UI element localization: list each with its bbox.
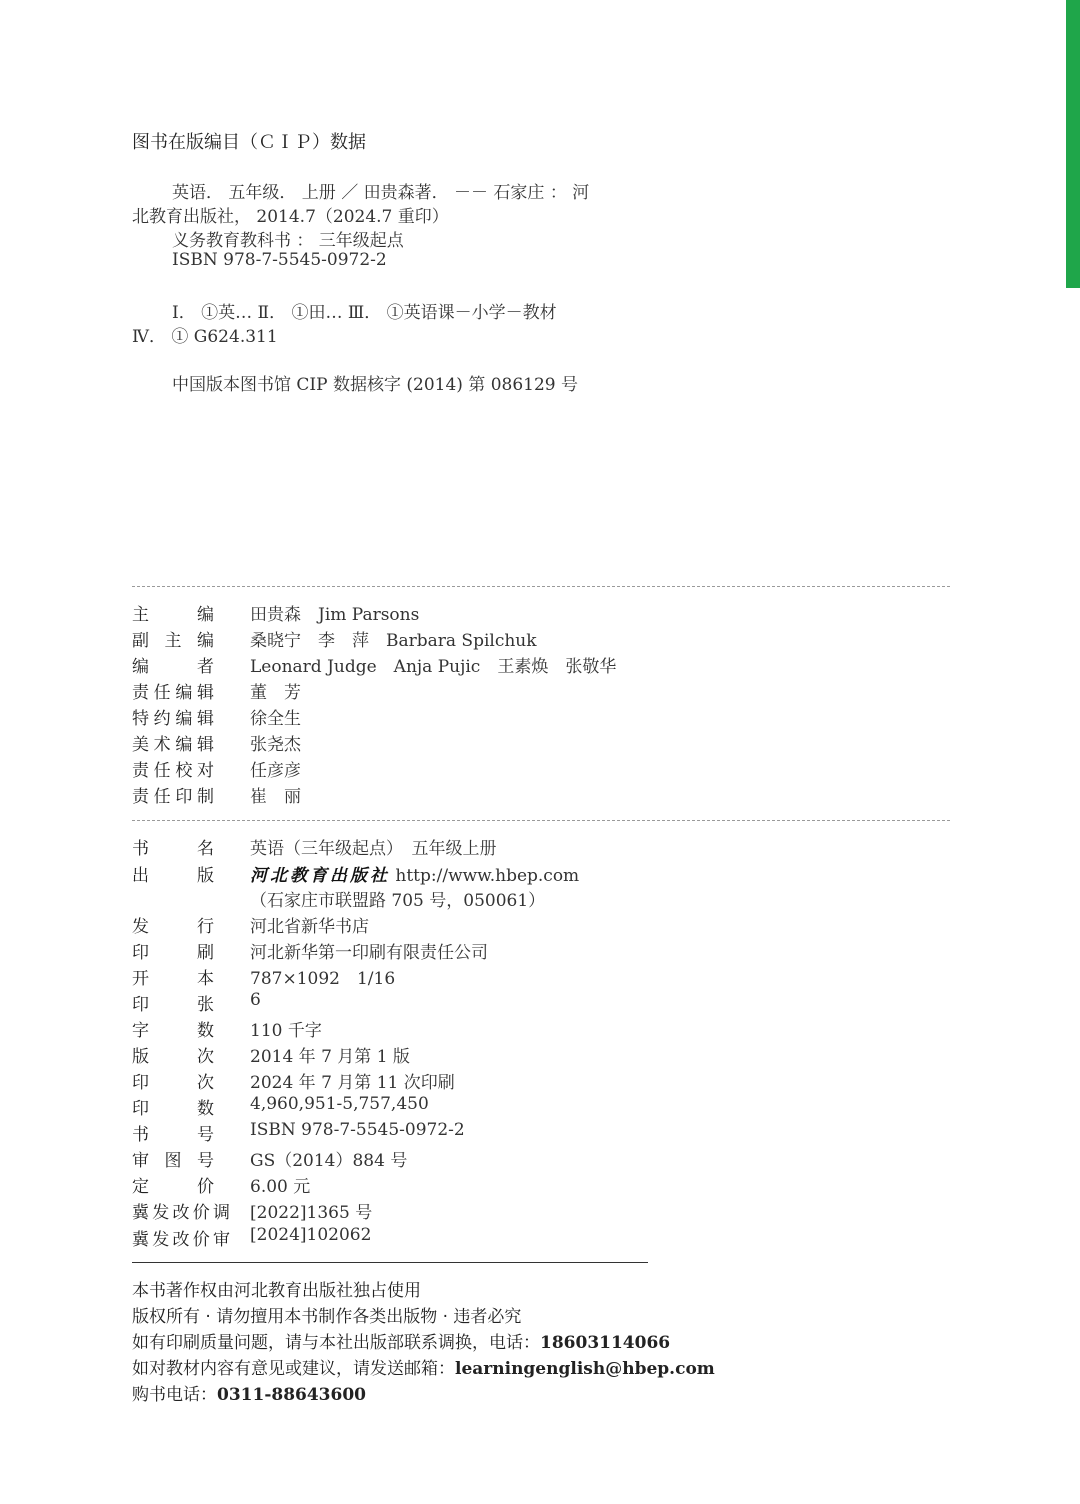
credit-label: 责任编辑 xyxy=(132,683,214,703)
divider-solid xyxy=(132,1262,648,1263)
notice-purchase-phone: 0311-88643600 xyxy=(217,1385,366,1405)
credit-label: 主编 xyxy=(132,605,214,625)
credit-value: 董 芳 xyxy=(250,683,301,703)
detail-label: 发行 xyxy=(132,917,214,937)
cip-line-2: 北教育出版社， 2014.7（2024.7 重印） xyxy=(132,207,449,227)
credit-label: 特约编辑 xyxy=(132,709,214,729)
notice-quality-label: 如有印刷质量问题，请与本社出版部联系调换，电话： xyxy=(132,1333,540,1353)
detail-value: GS（2014）884 号 xyxy=(250,1151,408,1171)
cip-title: 图书在版编目（ＣＩＰ）数据 xyxy=(132,132,366,153)
notice-feedback-email: learningenglish@hbep.com xyxy=(455,1359,715,1379)
credit-value: 任彦彦 xyxy=(250,761,301,781)
credit-value: 田贵森 Jim Parsons xyxy=(250,605,420,625)
publisher-logo: 河北教育出版社 xyxy=(250,866,390,886)
detail-label: 书号 xyxy=(132,1125,214,1145)
detail-label: 印刷 xyxy=(132,943,214,963)
credit-value: 崔 丽 xyxy=(250,787,301,807)
detail-value: 河北新华第一印刷有限责任公司 xyxy=(250,943,488,963)
notice-feedback-label: 如对教材内容有意见或建议，请发送邮箱： xyxy=(132,1359,455,1379)
detail-label: 冀发改价调 xyxy=(132,1203,230,1223)
cip-line-3: 义务教育教科书 ： 三年级起点 xyxy=(172,231,404,251)
detail-value: 6.00 元 xyxy=(250,1177,311,1197)
notice-purchase-label: 购书电话： xyxy=(132,1385,217,1405)
credit-label: 编者 xyxy=(132,657,214,677)
detail-label: 审图号 xyxy=(132,1151,214,1171)
green-edge-bar xyxy=(1066,0,1080,288)
credit-value: 桑晓宁 李 萍 Barbara Spilchuk xyxy=(250,631,537,651)
cip-line-4: ISBN 978-7-5545-0972-2 xyxy=(172,250,387,270)
notice-feedback xyxy=(132,1354,715,1379)
cip-line-6: Ⅳ． ① G624.311 xyxy=(132,327,278,347)
detail-value: 2014 年 7 月第 1 版 xyxy=(250,1047,410,1067)
detail-value: 6 xyxy=(250,990,261,1010)
detail-value: 4,960,951-5,757,450 xyxy=(250,1094,429,1114)
detail-value: ISBN 978-7-5545-0972-2 xyxy=(250,1120,465,1140)
detail-label: 定价 xyxy=(132,1177,214,1197)
credit-value: Leonard Judge Anja Pujic 王素焕 张敬华 xyxy=(250,657,617,677)
detail-value: [2022]1365 号 xyxy=(250,1203,373,1223)
credit-value: 徐全生 xyxy=(250,709,301,729)
detail-label: 印次 xyxy=(132,1073,214,1093)
credit-value: 张尧杰 xyxy=(250,735,301,755)
publisher-line xyxy=(250,861,579,886)
detail-label: 版次 xyxy=(132,1047,214,1067)
detail-value: [2024]102062 xyxy=(250,1225,372,1245)
publisher-address: （石家庄市联盟路 705 号，050061） xyxy=(250,891,546,911)
detail-value: 110 千字 xyxy=(250,1021,322,1041)
detail-label: 冀发改价审 xyxy=(132,1230,230,1250)
divider-dashed-top xyxy=(132,586,950,587)
cip-line-7: 中国版本图书馆 CIP 数据核字 (2014) 第 086129 号 xyxy=(172,375,579,395)
notice-quality xyxy=(132,1328,670,1353)
detail-value: 河北省新华书店 xyxy=(250,917,369,937)
detail-label: 开本 xyxy=(132,969,214,989)
detail-label: 印数 xyxy=(132,1099,214,1119)
notice-rights-reserved: 版权所有 · 请勿擅用本书制作各类出版物 · 违者必究 xyxy=(132,1307,522,1327)
detail-label: 字数 xyxy=(132,1021,214,1041)
publisher-url: http://www.hbep.com xyxy=(395,866,580,886)
detail-label: 出版 xyxy=(132,866,214,886)
notice-quality-phone: 18603114066 xyxy=(540,1333,671,1353)
credit-label: 责任印制 xyxy=(132,787,214,807)
notice-purchase xyxy=(132,1380,366,1405)
credit-label: 责任校对 xyxy=(132,761,214,781)
credit-label: 美术编辑 xyxy=(132,735,214,755)
credit-label: 副主编 xyxy=(132,631,214,651)
divider-dashed-middle xyxy=(132,820,950,821)
detail-label: 书名 xyxy=(132,839,214,859)
notice-copyright-use: 本书著作权由河北教育出版社独占使用 xyxy=(132,1281,421,1301)
cip-line-5: Ⅰ． ①英… Ⅱ． ①田… Ⅲ． ①英语课－小学－教材 xyxy=(172,303,557,323)
detail-label: 印张 xyxy=(132,995,214,1015)
detail-value: 英语（三年级起点） 五年级上册 xyxy=(250,839,497,859)
detail-value: 787×1092 1/16 xyxy=(250,969,396,989)
cip-line-1: 英语． 五年级． 上册 ／ 田贵森著． －－ 石家庄 ： 河 xyxy=(172,183,590,203)
detail-value: 2024 年 7 月第 11 次印刷 xyxy=(250,1073,455,1093)
